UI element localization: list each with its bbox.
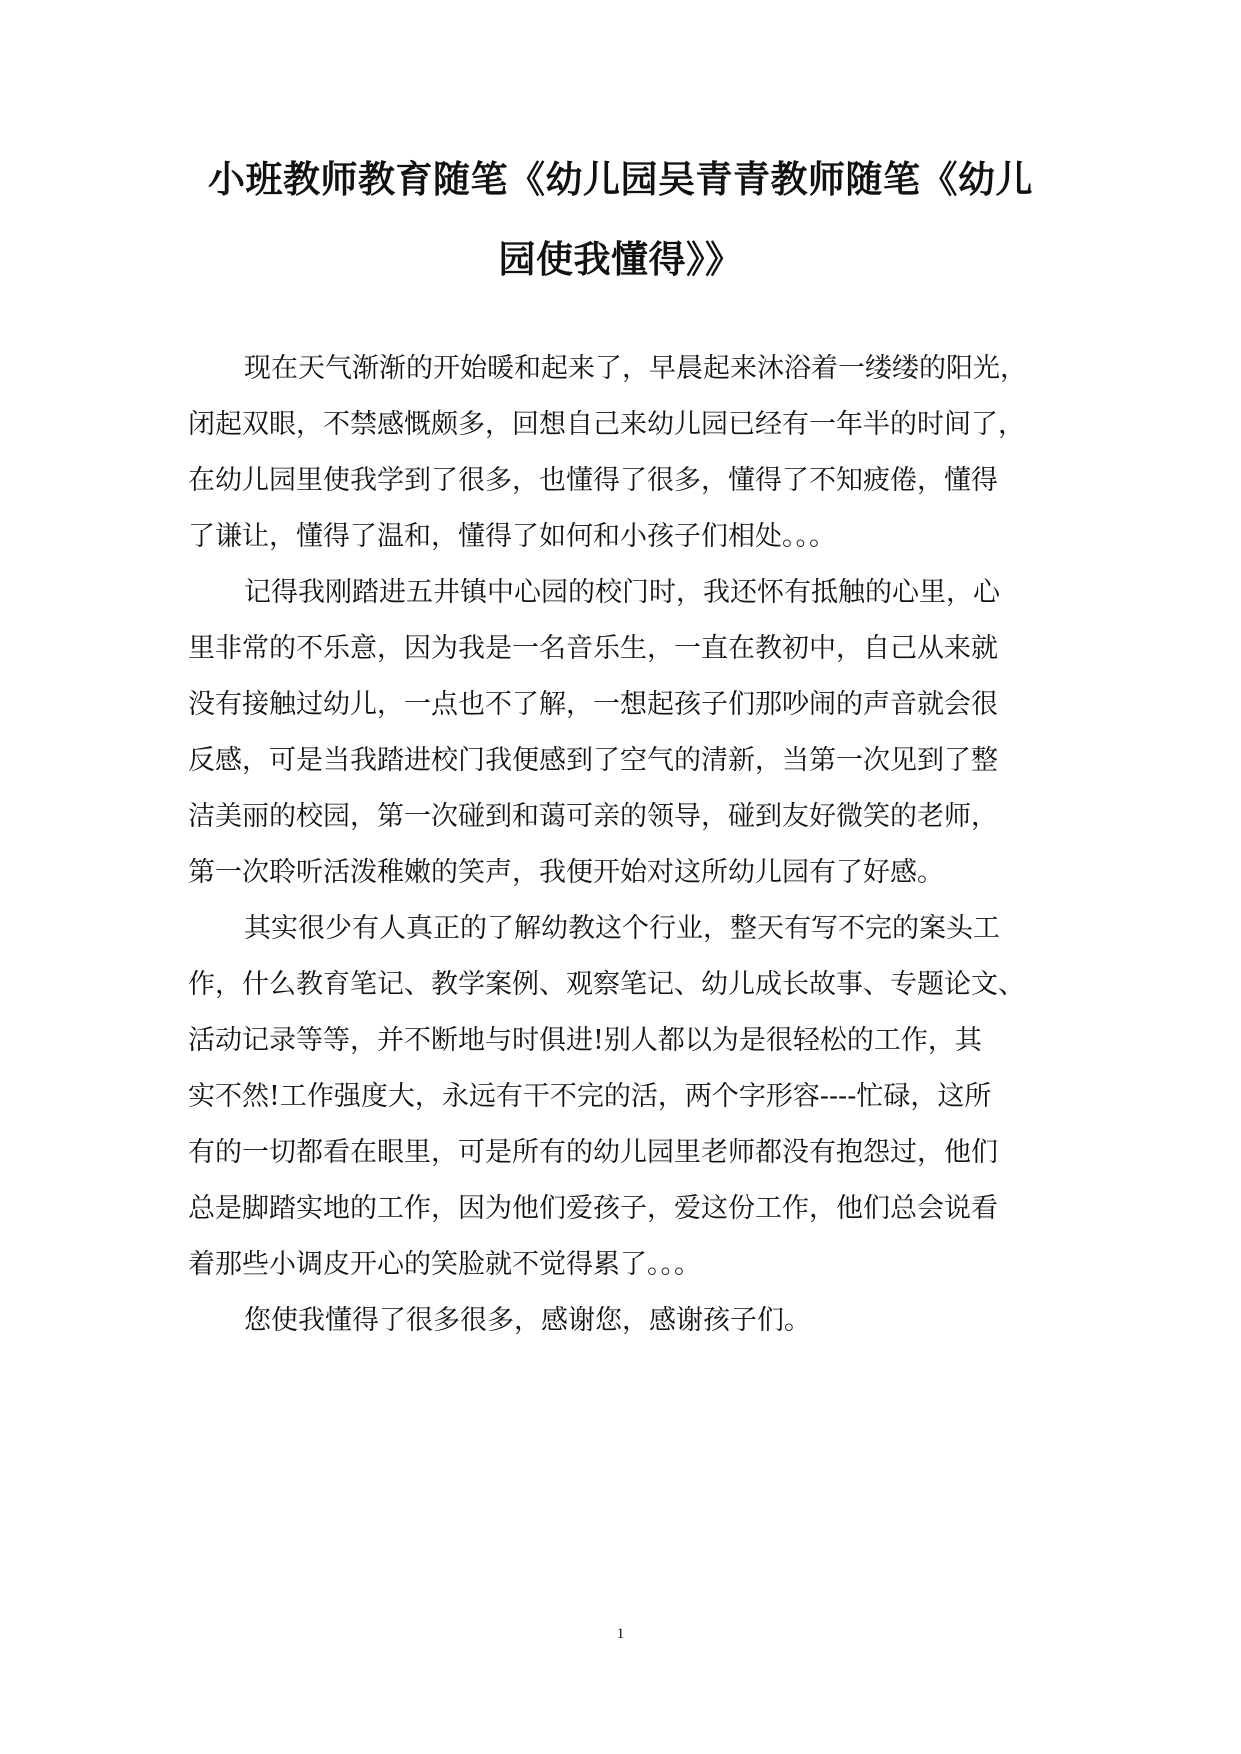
paragraph-line: 现在天气渐渐的开始暖和起来了，早晨起来沐浴着一缕缕的阳光，	[244, 353, 1027, 384]
paragraph-1	[188, 341, 1056, 565]
paragraph-line: 着那些小调皮开心的笑脸就不觉得累了。。。	[188, 1249, 701, 1280]
paragraph-line: 里非常的不乐意，因为我是一名音乐生，一直在教初中，自己从来就	[188, 633, 998, 664]
paragraph-line: 活动记录等等，并不断地与时俱进!别人都以为是很轻松的工作，其	[188, 1025, 982, 1056]
paragraph-line: 作，什么教育笔记、教学案例、观察笔记、幼儿成长故事、专题论文、	[188, 969, 1025, 1000]
paragraph-line: 第一次聆听活泼稚嫩的笑声，我便开始对这所幼儿园有了好感。	[188, 857, 944, 888]
paragraph-line: 了谦让，懂得了温和，懂得了如何和小孩子们相处。。。	[188, 521, 836, 552]
paragraph-3	[188, 901, 1056, 1293]
paragraph-line: 洁美丽的校园，第一次碰到和蔼可亲的领导，碰到友好微笑的老师，	[188, 801, 998, 832]
paragraph-4	[188, 1293, 1056, 1349]
paragraph-line: 有的一切都看在眼里，可是所有的幼儿园里老师都没有抱怨过，他们	[188, 1137, 998, 1168]
paragraph-line: 闭起双眼，不禁感慨颇多，回想自己来幼儿园已经有一年半的时间了，	[188, 409, 1025, 440]
paragraph-line: 总是脚踏实地的工作，因为他们爱孩子，爱这份工作，他们总会说看	[188, 1193, 998, 1224]
document-title	[150, 140, 1091, 300]
paragraph-line: 反感，可是当我踏进校门我便感到了空气的清新，当第一次见到了整	[188, 745, 998, 776]
paragraph-line: 没有接触过幼儿，一点也不了解，一想起孩子们那吵闹的声音就会很	[188, 689, 998, 720]
document-body	[188, 341, 1056, 1349]
title-line: 园使我懂得》》	[498, 238, 743, 281]
paragraph-line: 记得我刚踏进五井镇中心园的校门时，我还怀有抵触的心里，心	[244, 577, 1000, 608]
title-line: 小班教师教育随笔《幼儿园吴青青教师随笔《幼儿	[208, 158, 1033, 201]
page-number: 1	[616, 1626, 625, 1642]
paragraph-line: 其实很少有人真正的了解幼教这个行业，整天有写不完的案头工	[244, 913, 1000, 944]
paragraph-2	[188, 565, 1056, 901]
paragraph-line: 您使我懂得了很多很多，感谢您，感谢孩子们。	[244, 1305, 811, 1336]
paragraph-line: 实不然!工作强度大，永远有干不完的活，两个字形容----忙碌，这所	[188, 1081, 992, 1112]
paragraph-line: 在幼儿园里使我学到了很多，也懂得了很多，懂得了不知疲倦，懂得	[188, 465, 998, 496]
